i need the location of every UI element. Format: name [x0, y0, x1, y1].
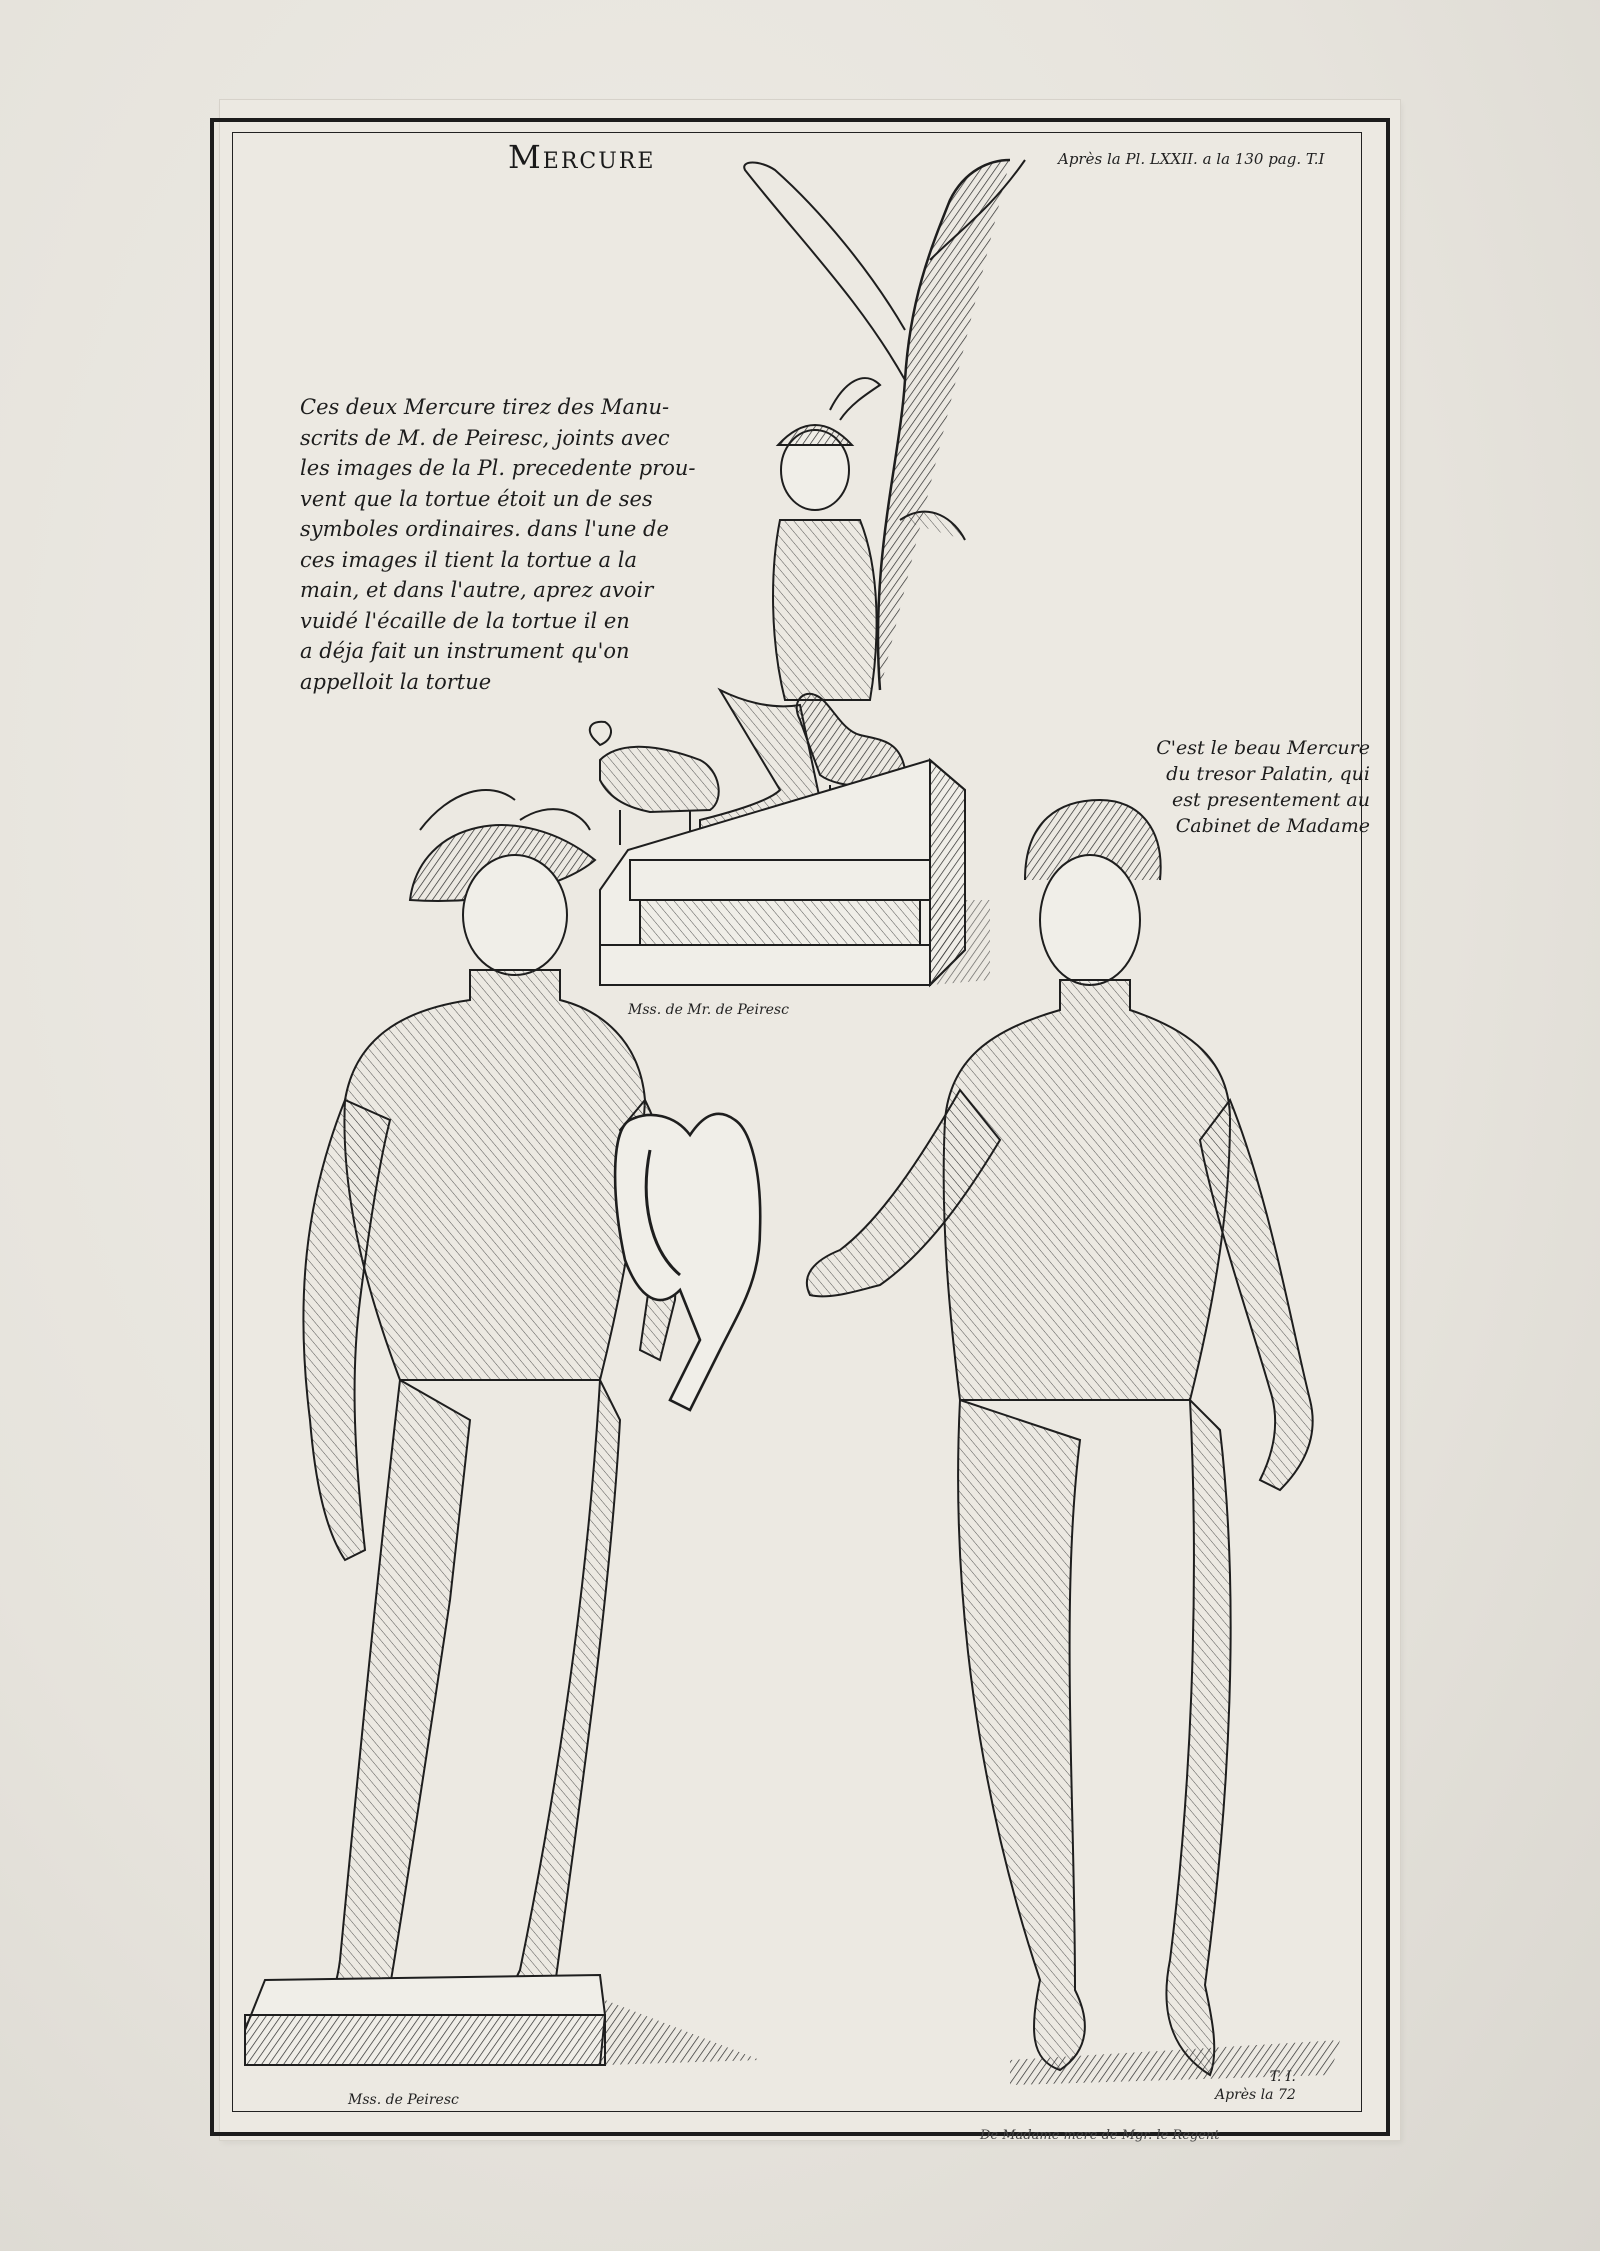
right-standing-mercury [807, 800, 1340, 2085]
right-caption-line: C'est le beau Mercure [1156, 737, 1370, 759]
left-caption-line: Ces deux Mercure tirez des Manu- [300, 395, 670, 419]
plate-title: Mercure [508, 138, 656, 176]
left-caption-line: main, et dans l'autre, aprez avoir [300, 578, 654, 602]
source-top-figure: Mss. de Mr. de Peiresc [628, 1002, 789, 1018]
left-caption-line: les images de la Pl. precedente prou- [300, 456, 696, 480]
left-caption-line: ces images il tient la tortue a la [300, 547, 637, 572]
left-caption-line: vuidé l'écaille de la tortue il en [300, 608, 630, 633]
right-caption-line: est presentement au [1171, 789, 1370, 811]
left-caption-line: appelloit la tortue [300, 669, 492, 694]
source-right-line1: T. I. [1269, 2069, 1296, 2085]
right-caption [1120, 735, 1370, 839]
left-caption-line: scrits de M. de Peiresc, joints avec [300, 425, 670, 450]
source-right-line2: Après la 72 [1215, 2087, 1296, 2103]
right-caption-line: Cabinet de Madame [1175, 815, 1370, 837]
source-bottom: De Madame mere de Mgr. le Regent [980, 2128, 1220, 2143]
left-caption-line: vent que la tortue étoit un de ses [300, 486, 653, 511]
source-right-figure [1215, 2068, 1296, 2104]
left-caption-line: a déja fait un instrument qu'on [300, 639, 630, 663]
right-caption-line: du tresor Palatin, qui [1166, 763, 1370, 785]
plate-reference: Après la Pl. LXXII. a la 130 pag. T.I [1058, 150, 1325, 168]
left-caption [300, 392, 750, 697]
source-left-figure: Mss. de Peiresc [348, 2092, 459, 2108]
left-caption-line: symboles ordinaires. dans l'une de [300, 517, 669, 541]
